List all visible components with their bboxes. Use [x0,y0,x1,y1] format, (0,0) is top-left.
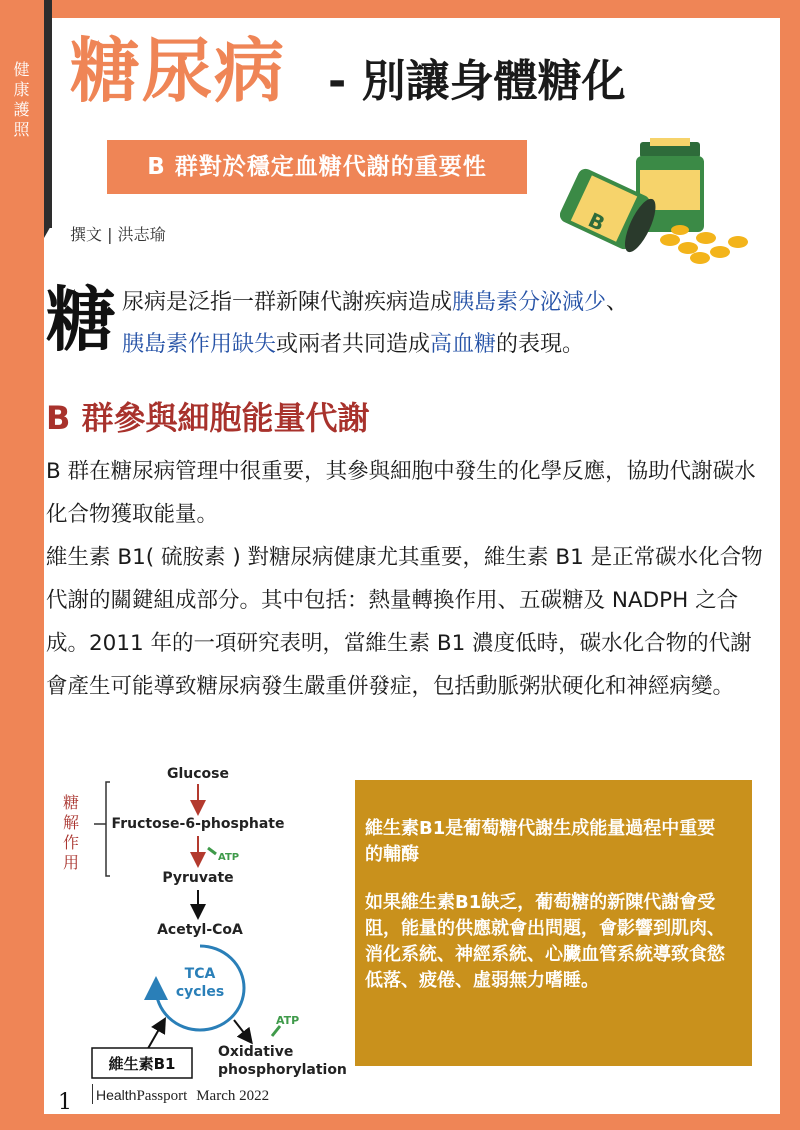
page-title: 糖尿病 [70,30,286,112]
glycolysis-label: 用 [62,853,80,872]
oxidative-label: phosphorylation [218,1062,347,1078]
intro-highlight: 胰島素分泌減少 [452,290,607,315]
intro-highlight: 高血糖 [430,332,497,357]
intro-text: 、 [606,290,629,315]
page-subtitle: - 別讓身體糖化 [328,56,626,107]
atp-label-1: ATP [218,852,240,863]
pill-bottles-illustration [560,120,760,270]
acetyl-coa-label: Acetyl-CoA [157,922,243,938]
body-paragraph: 維生素 B1( 硫胺素 ) 對糖尿病健康尤其重要，維生素 B1 是正常碳水化合物代謝的關鍵組成部分。其中包括：熱量轉換作用、五碳糖及 NADPH 之合成。2011 年的一項研究表明，當維生素 B1 濃度低時，碳水化合物的代謝會產生可能導致糖尿病發生嚴重併發症，包括動脈粥狀硬化和神經病變。 [46,545,763,699]
spine-fold [44,224,52,238]
tca-label: TCA [184,966,216,982]
glycolysis-bracket [106,782,110,876]
section-heading: B 群參與細胞能量代謝 [46,399,370,437]
atp-arrow-2 [272,1026,280,1036]
svg-text:B: B [584,207,609,236]
arrow-tca-oxidative [234,1020,248,1038]
page-number: 1 [58,1090,72,1115]
metabolism-diagram [50,760,350,1110]
pyruvate-label: Pyruvate [162,870,234,886]
glucose-label: Glucose [166,766,230,782]
author-byline: 撰文 | 洪志瑜 [70,225,166,244]
footer-brand [96,1086,269,1105]
body-text [46,450,766,708]
tca-label: cycles [175,984,225,1000]
glycolysis-label: 解 [62,813,80,832]
info-paragraph: 維生素B1是葡萄糖代謝生成能量過程中重要的輔酶 [365,818,716,865]
intro-dropcap: 糖 [46,279,116,361]
info-paragraph: 如果維生素B1缺乏，葡萄糖的新陳代謝會受阻，能量的供應就會出問題，會影響到肌肉、消化系統、神經系統、心臟血管系統導致食慾低落、疲倦、虛弱無力嗜睡。 [365,892,725,991]
spine-bar [44,0,52,228]
intro-paragraph [122,282,778,366]
b1-box-label: 維生素B1 [108,1055,176,1073]
oxidative-label: Oxidative [218,1044,294,1060]
footer-date: March 2022 [196,1088,270,1104]
intro-text: 的表現。 [496,332,585,357]
glycolysis-label: 作 [62,833,80,852]
pills [660,225,748,264]
topic-banner: B 群對於穩定血糖代謝的重要性 [107,140,527,194]
intro-text: 尿病是泛指一群新陳代謝疾病造成 [122,290,453,315]
footer-brand-health: Health [96,1087,137,1103]
body-paragraph: B 群在糖尿病管理中很重要，其參與細胞中發生的化學反應，協助代謝碳水化合物獲取能量。 [46,459,756,527]
bottle-top [650,138,690,146]
footer-brand-passport: Passport [136,1088,188,1104]
side-label: 健康護照 [13,60,31,139]
intro-text: 或兩者共同造成 [276,332,431,357]
glycolysis-label: 糖 [62,793,80,812]
intro-highlight: 胰島素作用缺失 [122,332,277,357]
atp-arrow-1 [208,848,216,854]
fructose-label: Fructose-6-phosphate [111,816,285,832]
atp-label-2: ATP [276,1014,300,1027]
footer-divider [92,1084,93,1104]
info-box [355,780,752,1066]
